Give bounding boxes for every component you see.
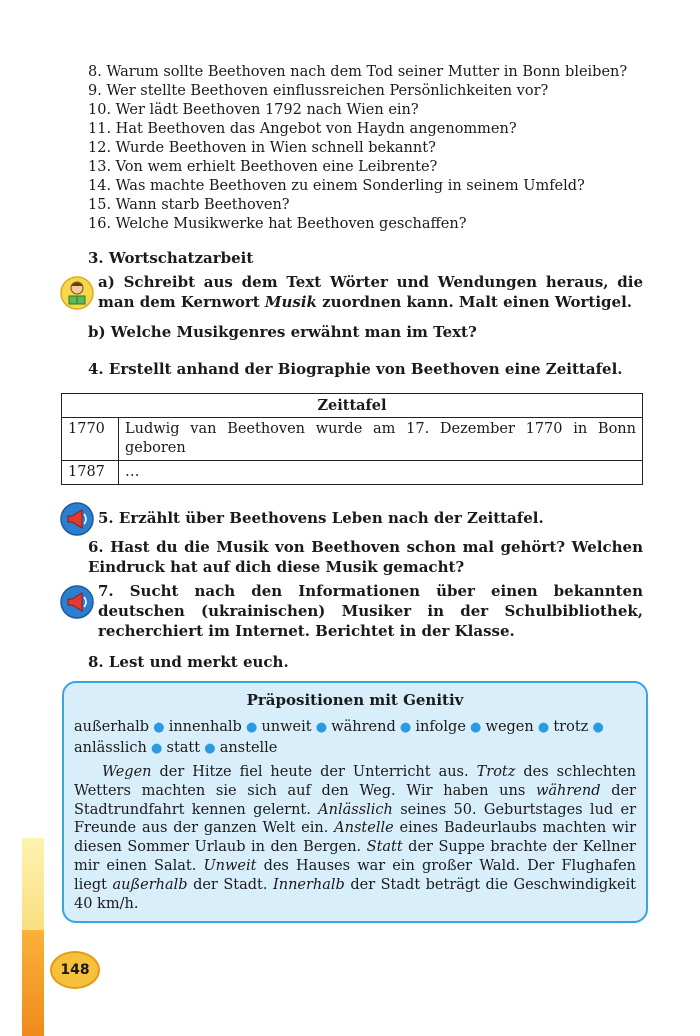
example-sentence: Anlässlich seines 50. Geburtstages lud er Freunde aus der ganzen Welt ein. xyxy=(74,801,636,837)
preposition-item: innenhalb xyxy=(168,719,242,735)
example-sentence: Wir haben uns während der Stadtrundfahrt kennen gelernt. xyxy=(74,782,636,818)
bullet-separator: ● xyxy=(588,720,604,735)
table-cell-event: Ludwig van Beethoven wurde am 17. Dezember 1770 in Bonn geboren xyxy=(119,418,643,461)
bullet-separator: ● xyxy=(533,720,554,735)
preposition-item: unweit xyxy=(261,719,312,735)
table-header: Zeittafel xyxy=(62,394,643,418)
question-13: 13. Von wem erhielt Beethoven eine Leibrente? xyxy=(88,159,438,175)
grammar-box xyxy=(62,681,648,923)
task-3a: a) Schreibt aus dem Text Wörter und Wendungen heraus, die man dem Kernwort Musik zuordnen kann. Malt einen Wortigel. xyxy=(98,273,643,311)
preposition-item: trotz xyxy=(553,719,589,735)
bullet-separator: ● xyxy=(395,720,416,735)
bullet-separator: ● xyxy=(149,720,169,735)
example-sentence: Statt der Suppe brachte der Kellner mir einen Salat. xyxy=(74,839,636,874)
preposition-item: anstelle xyxy=(219,740,278,756)
example-sentence: Unweit des Hauses war ein großer Wald. xyxy=(203,857,528,874)
task-7: 7. Sucht nach den Informationen über einen bekannten deutschen (ukrainischen) Musiker in der Schulbibliothek, recherchiert im Internet. Berichtet in der Klasse. xyxy=(98,582,643,640)
example-preposition: Anstelle xyxy=(334,820,394,837)
example-sentence: Trotz des schlechten Wetters machten sie sich auf den Weg. xyxy=(74,764,636,799)
example-preposition: Trotz xyxy=(476,764,516,780)
question-8: 8. Warum sollte Beethoven nach dem Tod seiner Mutter in Bonn bleiben? xyxy=(88,64,628,80)
question-15: 15. Wann starb Beethoven? xyxy=(88,197,290,213)
example-preposition: während xyxy=(535,782,601,799)
question-14: 14. Was machte Beethoven zu einem Sonderling in seinem Umfeld? xyxy=(88,178,585,194)
table-cell-year: 1770 xyxy=(62,418,119,461)
example-sentence: Wegen der Hitze fiel heute der Unterricht aus. xyxy=(102,764,477,780)
table-cell-year: 1787 xyxy=(62,461,119,485)
task-4-title: 4. Erstellt anhand der Biographie von Beethoven eine Zeittafel. xyxy=(88,360,623,378)
example-preposition: Unweit xyxy=(203,857,257,874)
page-number: 148 xyxy=(50,951,100,989)
bullet-separator: ● xyxy=(200,741,220,756)
reading-child-icon xyxy=(60,276,94,310)
example-paragraph xyxy=(74,763,636,913)
preposition-item: während xyxy=(331,719,396,735)
question-10: 10. Wer lädt Beethoven 1792 nach Wien ein? xyxy=(88,102,419,118)
megaphone-icon xyxy=(60,585,94,619)
question-9: 9. Wer stellte Beethoven einflussreichen Persönlichkeiten vor? xyxy=(88,83,549,99)
bullet-separator: ● xyxy=(311,720,332,735)
table-row xyxy=(62,418,643,461)
preposition-item: außerhalb xyxy=(74,719,150,735)
preposition-item: statt xyxy=(166,740,201,756)
task-3-title: 3. Wortschatzarbeit xyxy=(88,249,254,267)
table-row xyxy=(62,461,643,485)
table-cell-event: … xyxy=(119,461,643,485)
example-sentence: Der Flughafen liegt außerhalb der Stadt. xyxy=(74,857,636,893)
preposition-item: infolge xyxy=(415,719,466,735)
preposition-item: anlässlich xyxy=(74,740,147,756)
example-preposition: außerhalb xyxy=(112,876,188,893)
example-preposition: Anlässlich xyxy=(318,801,393,818)
example-sentence: Innerhalb der Stadt beträgt die Geschwindigkeit 40 km/h. xyxy=(74,876,637,912)
task-6: 6. Hast du die Musik von Beethoven schon mal gehört? Welchen Eindruck hat auf dich diese Musik gemacht? xyxy=(88,538,643,576)
bullet-separator: ● xyxy=(146,741,167,756)
task-5: 5. Erzählt über Beethovens Leben nach der Zeittafel. xyxy=(98,509,544,527)
example-preposition: Wegen xyxy=(102,764,152,780)
preposition-item: wegen xyxy=(485,719,534,735)
keyword-musik: Musik xyxy=(264,293,317,311)
task-8: 8. Lest und merkt euch. xyxy=(88,653,289,671)
question-16: 16. Welche Musikwerke hat Beethoven geschaffen? xyxy=(88,216,467,232)
example-sentence: Anstelle eines Badeurlaubs machten wir diesen Sommer Urlaub in den Bergen. xyxy=(74,820,637,856)
side-stripe-accent xyxy=(22,930,44,1036)
task-3b: b) Welche Musikgenres erwähnt man im Text? xyxy=(88,323,477,341)
bullet-separator: ● xyxy=(241,720,262,735)
question-12: 12. Wurde Beethoven in Wien schnell bekannt? xyxy=(88,140,436,156)
grammar-box-title: Präpositionen mit Genitiv xyxy=(246,691,464,709)
zeittafel-table xyxy=(61,393,643,485)
preposition-list xyxy=(74,717,634,759)
question-11: 11. Hat Beethoven das Angebot von Haydn angenommen? xyxy=(88,121,517,137)
example-preposition: Innerhalb xyxy=(273,876,345,893)
example-preposition: Statt xyxy=(366,839,403,856)
bullet-separator: ● xyxy=(465,720,486,735)
megaphone-icon xyxy=(60,502,94,536)
